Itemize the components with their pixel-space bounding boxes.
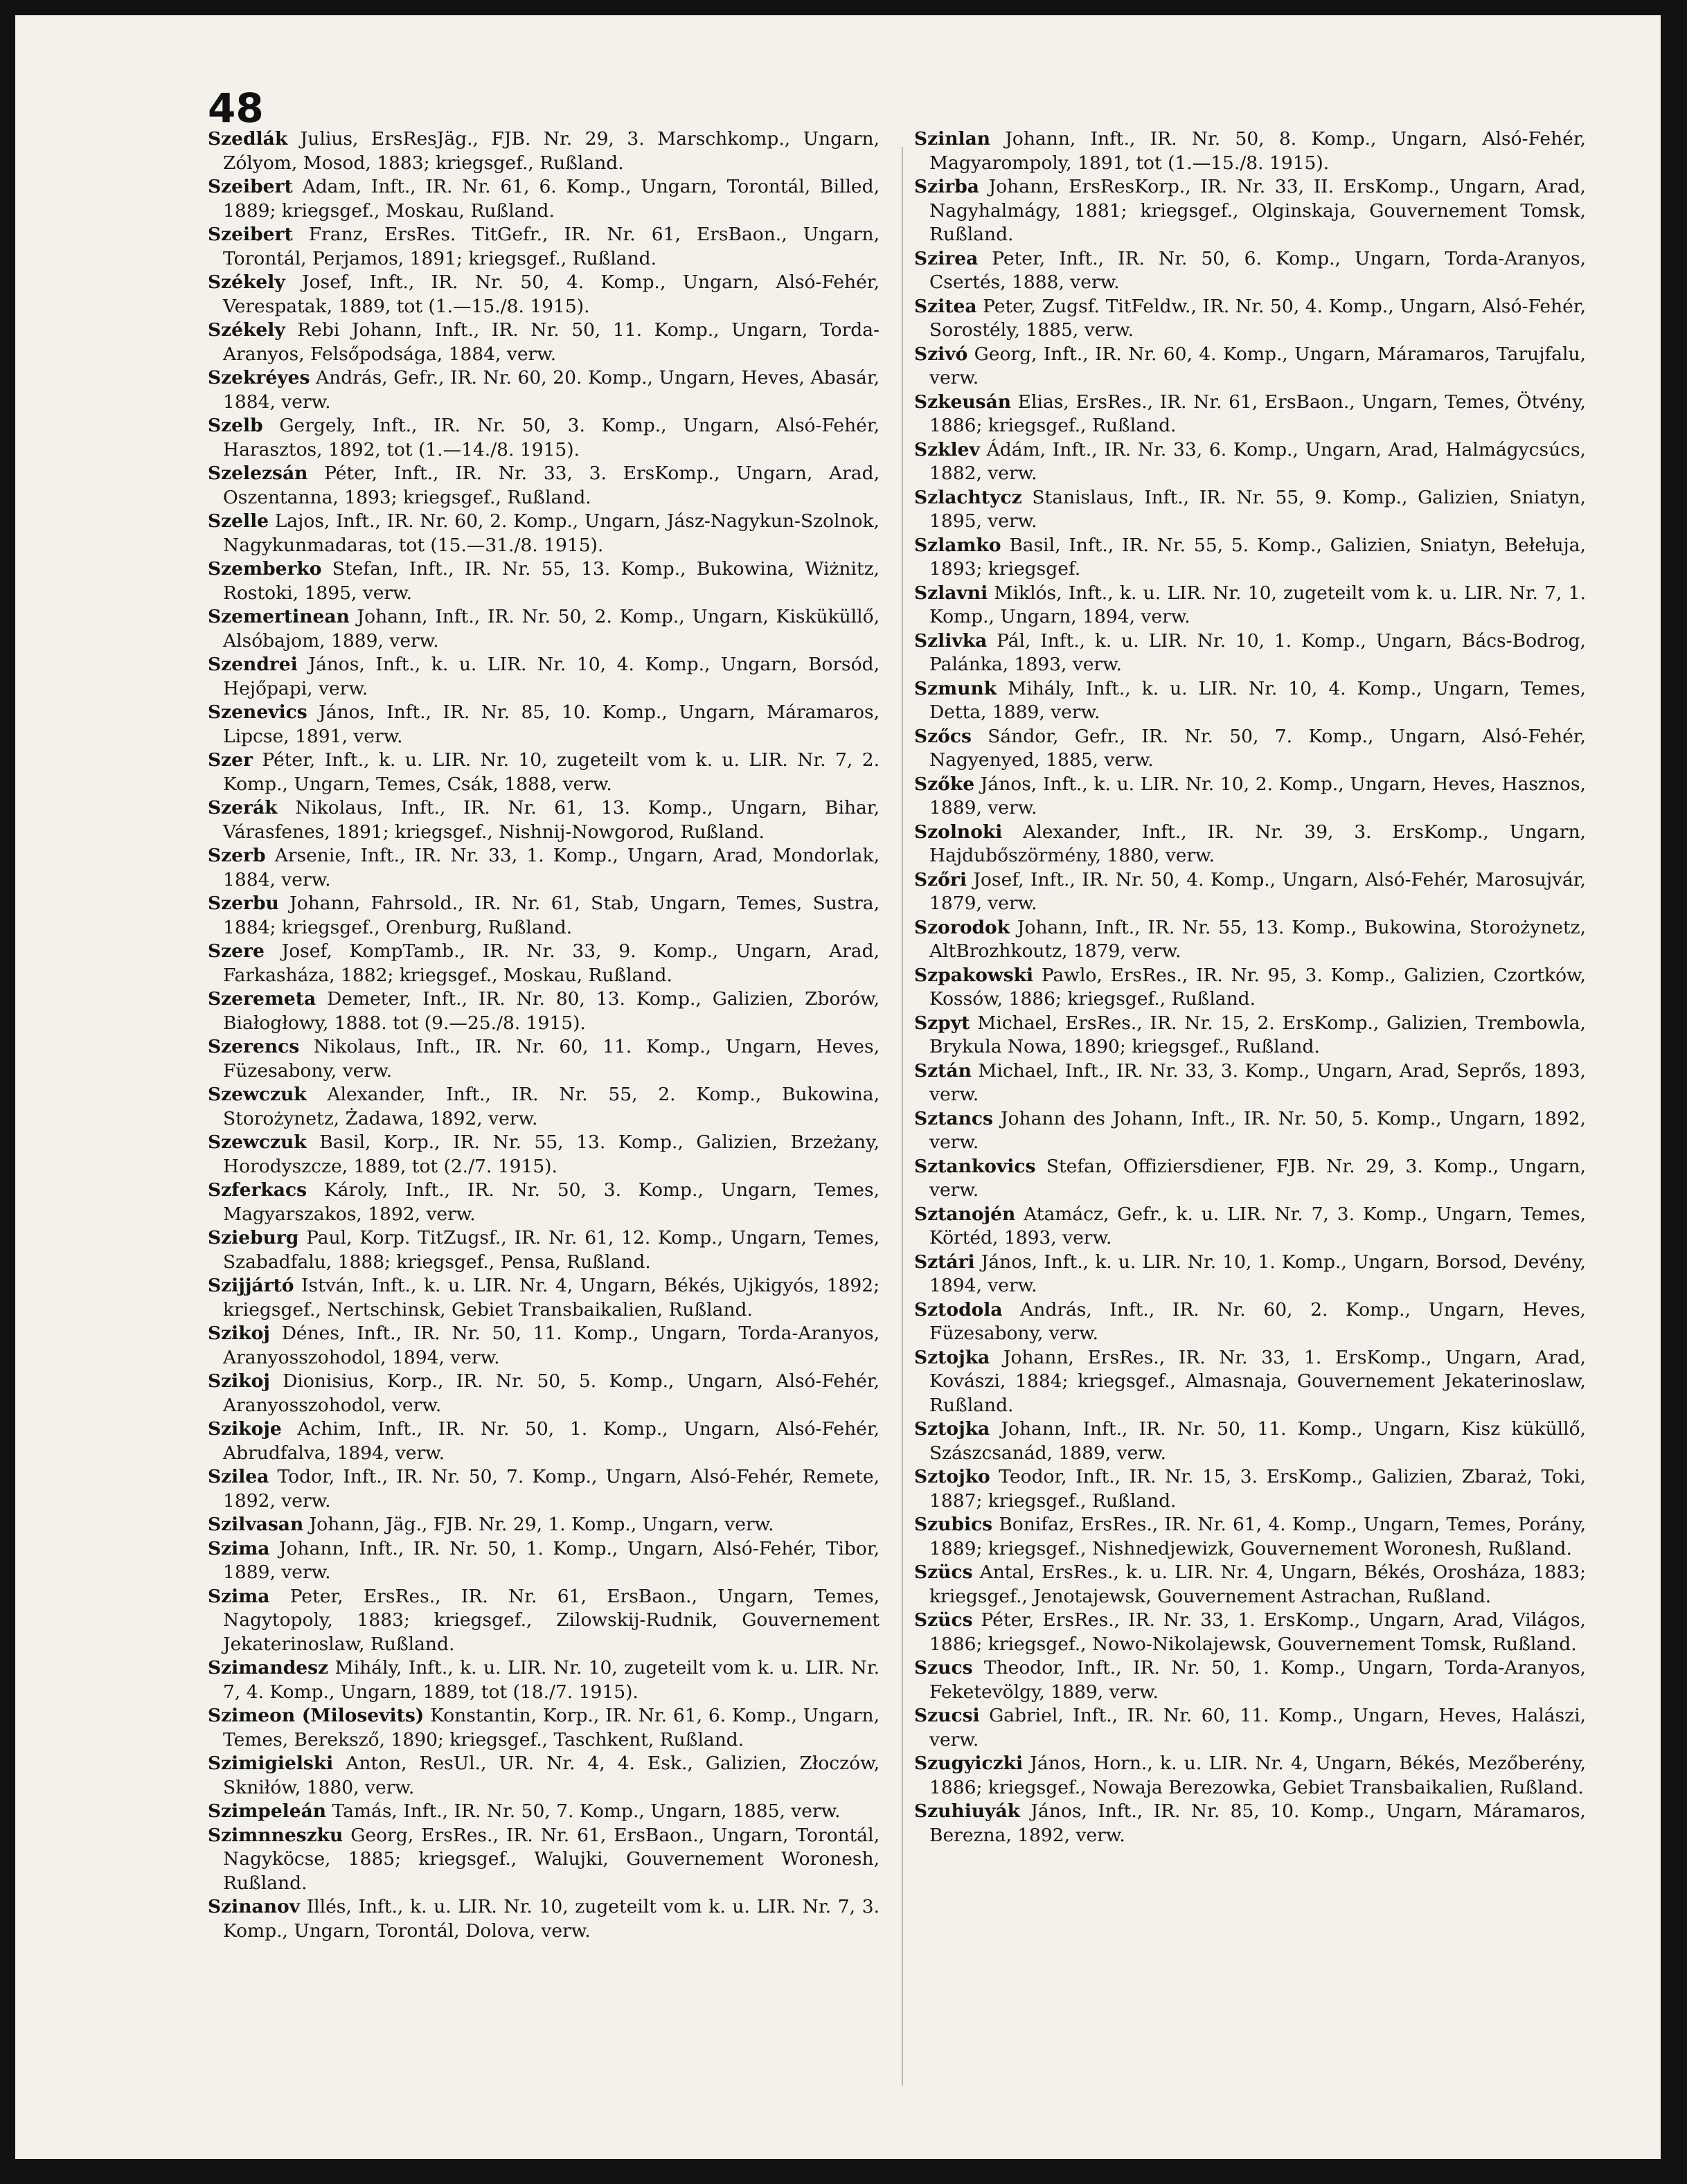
- entry-surname: Szitea: [914, 295, 977, 317]
- entry-details: János, Inft., k. u. LIR. Nr. 10, 2. Komp., Ungarn, Heves, Hasznos, 1889, verw.: [929, 773, 1586, 818]
- register-entry: [914, 1752, 1586, 1800]
- entry-surname: Sztojka: [914, 1418, 990, 1440]
- entry-surname: Szolnoki: [914, 821, 1003, 843]
- register-entry: [208, 1537, 880, 1585]
- entry-details: Johann, Inft., IR. Nr. 50, 2. Komp., Ungarn, Kisküküllő, Alsóbajom, 1889, verw.: [223, 606, 880, 652]
- entry-surname: Szilvasan: [208, 1514, 304, 1535]
- entry-surname: Szemberko: [208, 558, 322, 580]
- entry-details: Pál, Inft., k. u. LIR. Nr. 10, 1. Komp., Ungarn, Bács-Bodrog, Palánka, 1893, verw.: [929, 629, 1586, 675]
- entry-details: Julius, ErsResJäg., FJB. Nr. 29, 3. Marschkomp., Ungarn, Zólyom, Mosod, 1883; kriegsgef., Rußland.: [223, 128, 880, 174]
- register-entry: [208, 1585, 880, 1657]
- entry-surname: Szucs: [914, 1657, 973, 1679]
- register-entry: [914, 175, 1586, 247]
- entry-surname: Szerbu: [208, 893, 279, 914]
- entry-details: Todor, Inft., IR. Nr. 50, 7. Komp., Ungarn, Alsó-Fehér, Remete, 1892, verw.: [223, 1466, 880, 1512]
- register-entry: [208, 940, 880, 987]
- register-entry: [914, 725, 1586, 773]
- entry-details: János, Inft., k. u. LIR. Nr. 10, 1. Komp., Ungarn, Borsod, Devény, 1894, verw.: [929, 1251, 1586, 1296]
- register-entry: [208, 1704, 880, 1752]
- entry-details: Péter, Inft., IR. Nr. 33, 3. ErsKomp., Ungarn, Arad, Oszentanna, 1893; kriegsgef., Rußland.: [223, 463, 880, 508]
- page-number: 48: [208, 84, 264, 132]
- entry-surname: Sztodola: [914, 1298, 1003, 1321]
- register-entry: [208, 605, 880, 653]
- register-entry: [208, 271, 880, 319]
- entry-details: Mihály, Inft., k. u. LIR. Nr. 10, zugeteilt vom k. u. LIR. Nr. 7, 4. Komp., Ungarn, 1889, tot (18./7. 1915).: [223, 1657, 880, 1703]
- register-entry: [914, 773, 1586, 821]
- entry-details: Georg, Inft., IR. Nr. 60, 4. Komp., Ungarn, Máramaros, Tarujfalu, verw.: [929, 343, 1586, 388]
- document-page: [15, 15, 1661, 2159]
- entry-details: Elias, ErsRes., IR. Nr. 61, ErsBaon., Ungarn, Temes, Ötvény, 1886; kriegsgef., Rußland.: [929, 391, 1586, 436]
- entry-surname: Szer: [208, 749, 253, 771]
- register-entry: [914, 964, 1586, 1012]
- entry-details: János, Inft., k. u. LIR. Nr. 10, 4. Komp., Ungarn, Borsód, Hejőpapi, verw.: [223, 654, 880, 699]
- entry-details: Basil, Inft., IR. Nr. 55, 5. Komp., Galizien, Sniatyn, Bełełuja, 1893; kriegsgef.: [929, 534, 1586, 580]
- entry-surname: Szucsi: [914, 1705, 980, 1726]
- entry-surname: Szekréyes: [208, 367, 310, 388]
- entry-surname: Szimpeleán: [208, 1800, 327, 1822]
- entry-surname: Szirea: [914, 247, 979, 269]
- entry-surname: Szimigielski: [208, 1753, 334, 1774]
- register-entry: [208, 1083, 880, 1131]
- entry-details: Dionisius, Korp., IR. Nr. 50, 5. Komp., Ungarn, Alsó-Fehér, Aranyosszohodol, verw.: [223, 1370, 880, 1416]
- entry-details: Atamácz, Gefr., k. u. LIR. Nr. 7, 3. Komp., Ungarn, Temes, Körtéd, 1893, verw.: [929, 1203, 1586, 1248]
- entry-surname: Szewczuk: [208, 1084, 307, 1105]
- entry-details: Teodor, Inft., IR. Nr. 15, 3. ErsKomp., Galizien, Zbaraż, Toki, 1887; kriegsgef., Rußland.: [929, 1466, 1586, 1512]
- register-entry: [208, 1465, 880, 1513]
- entry-surname: Szimnneszku: [208, 1824, 343, 1846]
- entry-details: András, Gefr., IR. Nr. 60, 20. Komp., Ungarn, Heves, Abasár, 1884, verw.: [223, 367, 880, 413]
- register-entry: [208, 1226, 880, 1274]
- entry-surname: Szmunk: [914, 677, 997, 699]
- entry-surname: Szlavni: [914, 582, 988, 604]
- entry-surname: Szücs: [914, 1561, 973, 1583]
- register-entry: [208, 175, 880, 223]
- entry-surname: Szorodok: [914, 916, 1010, 938]
- register-entry: [208, 1322, 880, 1370]
- entry-surname: Szima: [208, 1537, 270, 1559]
- entry-details: Gergely, Inft., IR. Nr. 50, 3. Komp., Ungarn, Alsó-Fehér, Harasztos, 1892, tot (1.—14./8. 1915).: [223, 415, 880, 460]
- register-entry: [914, 1012, 1586, 1059]
- entry-surname: Szedlák: [208, 128, 288, 150]
- entry-surname: Sztári: [914, 1251, 975, 1273]
- register-entry: [208, 749, 880, 796]
- entry-surname: Szimandesz: [208, 1657, 329, 1679]
- entry-details: Miklós, Inft., k. u. LIR. Nr. 10, zugeteilt vom k. u. LIR. Nr. 7, 1. Komp., Ungarn, 1894, verw.: [929, 582, 1586, 627]
- entry-details: Lajos, Inft., IR. Nr. 60, 2. Komp., Ungarn, Jász-Nagykun-Szolnok, Nagykunmadaras, tot (15.—31./8. 1915).: [223, 510, 880, 556]
- entry-surname: Szőke: [914, 773, 975, 795]
- entry-details: Michael, Inft., IR. Nr. 33, 3. Komp., Ungarn, Arad, Seprős, 1893, verw.: [929, 1059, 1586, 1105]
- entry-surname: Szelezsán: [208, 463, 308, 484]
- register-entry: [914, 295, 1586, 343]
- entry-surname: Szeremeta: [208, 988, 316, 1010]
- entry-surname: Szlivka: [914, 629, 988, 652]
- register-entry: [914, 1251, 1586, 1298]
- register-entry: [914, 343, 1586, 391]
- entry-details: Anton, ResUl., UR. Nr. 4, 4. Esk., Galizien, Złoczów, Skniłów, 1880, verw.: [223, 1753, 880, 1798]
- entry-surname: Sztojka: [914, 1346, 990, 1368]
- entry-details: Stefan, Offiziersdiener, FJB. Nr. 29, 3. Komp., Ungarn, verw.: [929, 1155, 1586, 1201]
- entry-surname: Szubics: [914, 1514, 993, 1535]
- register-entry: [208, 796, 880, 844]
- register-entry: [208, 653, 880, 701]
- register-entry: [914, 1059, 1586, 1107]
- register-entry: [208, 1800, 880, 1824]
- register-entry: [914, 1203, 1586, 1251]
- register-entry: [208, 223, 880, 271]
- entry-details: Johann, ErsResKorp., IR. Nr. 33, II. ErsKomp., Ungarn, Arad, Nagyhalmágy, 1881; kriegsgef., Olginskaja, Gouvernement Tomsk, Rußland.: [929, 176, 1586, 245]
- entry-surname: Sztán: [914, 1059, 972, 1082]
- entry-details: Basil, Korp., IR. Nr. 55, 13. Komp., Galizien, Brzeżany, Horodyszcze, 1889, tot (2./7. 1915).: [223, 1131, 880, 1177]
- entry-details: Josef, Inft., IR. Nr. 50, 4. Komp., Ungarn, Alsó-Fehér, Verespatak, 1889, tot (1.—15./8. 1915).: [223, 271, 880, 317]
- entry-surname: Szima: [208, 1585, 270, 1607]
- register-entry: [914, 1704, 1586, 1752]
- entry-details: Konstantin, Korp., IR. Nr. 61, 6. Komp., Ungarn, Temes, Bereksző, 1890; kriegsgef., Taschkent, Rußland.: [223, 1705, 880, 1751]
- entry-details: Peter, Inft., IR. Nr. 50, 6. Komp., Ungarn, Torda-Aranyos, Csertés, 1888, verw.: [929, 247, 1586, 293]
- register-entry: [208, 414, 880, 462]
- entry-surname: Szerencs: [208, 1036, 300, 1057]
- entry-surname: Szerák: [208, 797, 278, 818]
- entry-details: Franz, ErsRes. TitGefr., IR. Nr. 61, ErsBaon., Ungarn, Torontál, Perjamos, 1891; kriegsgef., Rußland.: [223, 224, 880, 269]
- entry-surname: Szelle: [208, 510, 269, 532]
- entry-details: Dénes, Inft., IR. Nr. 50, 11. Komp., Ungarn, Torda-Aranyos, Aranyosszohodol, 1894, verw.: [223, 1323, 880, 1368]
- entry-surname: Sztankovics: [914, 1155, 1036, 1177]
- register-entry: [914, 1656, 1586, 1704]
- entry-details: Nikolaus, Inft., IR. Nr. 60, 11. Komp., Ungarn, Heves, Füzesabony, verw.: [223, 1036, 880, 1082]
- entry-surname: Szferkacs: [208, 1179, 307, 1201]
- register-entry: [914, 127, 1586, 175]
- entry-details: Georg, ErsRes., IR. Nr. 61, ErsBaon., Ungarn, Torontál, Nagyköcse, 1885; kriegsgef., Walujki, Gouvernement Woronesh, Rußland.: [223, 1824, 880, 1894]
- entry-surname: Szewczuk: [208, 1131, 307, 1153]
- register-entry: [914, 1609, 1586, 1656]
- register-entry: [208, 462, 880, 510]
- register-entry: [914, 629, 1586, 677]
- entry-details: Josef, Inft., IR. Nr. 50, 4. Komp., Ungarn, Alsó-Fehér, Marosujvár, 1879, verw.: [929, 868, 1586, 914]
- register-entry: [914, 1513, 1586, 1561]
- register-entry: [208, 844, 880, 892]
- entry-details: Demeter, Inft., IR. Nr. 80, 13. Komp., Galizien, Zborów, Białogłowy, 1888. tot (9.—25./8. 1915).: [223, 988, 880, 1034]
- entry-surname: Székely: [208, 319, 285, 341]
- entry-details: Theodor, Inft., IR. Nr. 50, 1. Komp., Ungarn, Torda-Aranyos, Feketevölgy, 1889, verw.: [929, 1657, 1586, 1703]
- entry-details: Pawlo, ErsRes., IR. Nr. 95, 3. Komp., Galizien, Czortków, Kossów, 1886; kriegsgef., Rußland.: [929, 964, 1586, 1010]
- register-entry: [208, 1895, 880, 1943]
- entry-surname: Szilea: [208, 1466, 269, 1487]
- entry-surname: Sztanojén: [914, 1203, 1016, 1225]
- entry-surname: Szeibert: [208, 176, 293, 197]
- register-entry: [914, 868, 1586, 916]
- entry-details: Achim, Inft., IR. Nr. 50, 1. Komp., Ungarn, Alsó-Fehér, Abrudfalva, 1894, verw.: [223, 1418, 880, 1464]
- entry-surname: Szendrei: [208, 654, 298, 675]
- register-entry: [208, 1370, 880, 1417]
- entry-details: István, Inft., k. u. LIR. Nr. 4, Ungarn, Békés, Ujkigyós, 1892; kriegsgef., Nertschinsk, Gebiet Transbaikalien, Rußland.: [223, 1275, 880, 1321]
- register-entry: [914, 677, 1586, 725]
- register-entry: [208, 1656, 880, 1704]
- right-column: [914, 127, 1586, 1847]
- entry-surname: Szlamko: [914, 534, 1001, 556]
- register-entry: [914, 391, 1586, 438]
- entry-details: Nikolaus, Inft., IR. Nr. 61, 13. Komp., Ungarn, Bihar, Várasfenes, 1891; kriegsgef., Nishnij-Nowgorod, Rußland.: [223, 797, 880, 843]
- register-entry: [208, 1752, 880, 1800]
- entry-surname: Szere: [208, 940, 265, 962]
- entry-details: Paul, Korp. TitZugsf., IR. Nr. 61, 12. Komp., Ungarn, Temes, Szabadfalu, 1888; kriegsgef., Pensa, Rußland.: [223, 1227, 880, 1273]
- register-entry: [914, 247, 1586, 295]
- register-entry: [914, 486, 1586, 534]
- entry-details: Sándor, Gefr., IR. Nr. 50, 7. Komp., Ungarn, Alsó-Fehér, Nagyenyed, 1885, verw.: [929, 725, 1586, 771]
- entry-surname: Szuhiuyák: [914, 1800, 1020, 1822]
- register-entry: [914, 821, 1586, 868]
- entry-surname: Szlachtycz: [914, 486, 1022, 508]
- entry-details: Peter, Zugsf. TitFeldw., IR. Nr. 50, 4. Komp., Ungarn, Alsó-Fehér, Sorostély, 1885, verw.: [929, 295, 1586, 341]
- entry-surname: Szőri: [914, 868, 967, 890]
- entry-details: Arsenie, Inft., IR. Nr. 33, 1. Komp., Ungarn, Arad, Mondorlak, 1884, verw.: [223, 845, 880, 890]
- entry-details: András, Inft., IR. Nr. 60, 2. Komp., Ungarn, Heves, Füzesabony, verw.: [929, 1298, 1586, 1344]
- entry-surname: Szikoj: [208, 1370, 270, 1392]
- register-entry: [208, 987, 880, 1035]
- entry-surname: Szivó: [914, 343, 968, 365]
- entry-surname: Szieburg: [208, 1227, 299, 1248]
- entry-surname: Szőcs: [914, 725, 972, 747]
- entry-details: Stanislaus, Inft., IR. Nr. 55, 9. Komp., Galizien, Sniatyn, 1895, verw.: [929, 486, 1586, 532]
- register-entry: [208, 1131, 880, 1179]
- entry-details: János, Inft., IR. Nr. 85, 10. Komp., Ungarn, Máramaros, Berezna, 1892, verw.: [929, 1800, 1586, 1846]
- register-entry: [208, 1417, 880, 1465]
- entry-details: Johann, Inft., IR. Nr. 50, 11. Komp., Ungarn, Kisz küküllő, Szászcsanád, 1889, verw.: [929, 1418, 1586, 1464]
- register-entry: [208, 701, 880, 749]
- register-entry: [914, 1800, 1586, 1847]
- register-entry: [208, 1035, 880, 1083]
- register-entry: [914, 1346, 1586, 1418]
- register-entry: [914, 1465, 1586, 1513]
- entry-details: Mihály, Inft., k. u. LIR. Nr. 10, 4. Komp., Ungarn, Temes, Detta, 1889, verw.: [929, 677, 1586, 723]
- register-entry: [914, 438, 1586, 486]
- entry-surname: Szikoj: [208, 1323, 270, 1344]
- register-entry: [208, 1179, 880, 1226]
- entry-details: Illés, Inft., k. u. LIR. Nr. 10, zugeteilt vom k. u. LIR. Nr. 7, 3. Komp., Ungarn, Torontál, Dolova, verw.: [223, 1896, 880, 1942]
- column-divider: [902, 147, 903, 2086]
- register-entry: [914, 534, 1586, 582]
- entry-surname: Szkeusán: [914, 391, 1012, 413]
- entry-details: Michael, ErsRes., IR. Nr. 15, 2. ErsKomp., Galizien, Trembowla, Brykula Nowa, 1890; kriegsgef., Rußland.: [929, 1012, 1586, 1057]
- register-entry: [208, 127, 880, 175]
- entry-details: Bonifaz, ErsRes., IR. Nr. 61, 4. Komp., Ungarn, Temes, Porány, 1889; kriegsgef., Nishnedjewizk, Gouvernement Woronesh, Rußland.: [929, 1514, 1586, 1559]
- entry-details: Károly, Inft., IR. Nr. 50, 3. Komp., Ungarn, Temes, Magyarszakos, 1892, verw.: [223, 1179, 880, 1225]
- entry-surname: Szeibert: [208, 224, 293, 245]
- entry-details: Rebi Johann, Inft., IR. Nr. 50, 11. Komp., Ungarn, Torda-Aranyos, Felsőpodsága, 1884, verw.: [223, 319, 880, 365]
- entry-details: Johann, Fahrsold., IR. Nr. 61, Stab, Ungarn, Temes, Sustra, 1884; kriegsgef., Orenburg, Rußland.: [223, 893, 880, 938]
- entry-surname: Szpyt: [914, 1012, 970, 1034]
- entry-surname: Szpakowski: [914, 964, 1034, 986]
- entry-surname: Szemertinean: [208, 606, 350, 627]
- entry-details: Peter, ErsRes., IR. Nr. 61, ErsBaon., Ungarn, Temes, Nagytopoly, 1883; kriegsgef., Zilowskij-Rudnik, Gouvernement Jekaterinoslaw, Rußland.: [223, 1585, 880, 1655]
- entry-details: Johann, Inft., IR. Nr. 50, 1. Komp., Ungarn, Alsó-Fehér, Tibor, 1889, verw.: [223, 1537, 880, 1583]
- entry-details: János, Horn., k. u. LIR. Nr. 4, Ungarn, Békés, Mezőberény, 1886; kriegsgef., Nowaja Berezowka, Gebiet Transbaikalien, Rußland.: [929, 1753, 1586, 1798]
- register-entry: [914, 916, 1586, 964]
- entry-surname: Szimeon (Milosevits): [208, 1705, 425, 1726]
- entry-details: Péter, ErsRes., IR. Nr. 33, 1. ErsKomp., Ungarn, Arad, Világos, 1886; kriegsgef., Nowo-Nikolajewsk, Gouvernement Tomsk, Rußland.: [929, 1609, 1586, 1655]
- entry-surname: Szücs: [914, 1609, 973, 1631]
- entry-surname: Szikoje: [208, 1418, 282, 1440]
- entry-details: Johann, Inft., IR. Nr. 55, 13. Komp., Bukowina, Storożynetz, AltBrozhkoutz, 1879, verw.: [929, 916, 1586, 962]
- entry-surname: Szirba: [914, 176, 979, 197]
- register-entry: [914, 1155, 1586, 1203]
- register-entry: [914, 1561, 1586, 1609]
- entry-details: Johann des Johann, Inft., IR. Nr. 50, 5. Komp., Ungarn, 1892, verw.: [929, 1107, 1586, 1153]
- register-entry: [914, 1107, 1586, 1155]
- entry-details: Ádám, Inft., IR. Nr. 33, 6. Komp., Ungarn, Arad, Halmágycsúcs, 1882, verw.: [929, 438, 1586, 484]
- entry-surname: Szugyiczki: [914, 1753, 1024, 1774]
- entry-surname: Szinanov: [208, 1896, 301, 1917]
- register-entry: [914, 582, 1586, 629]
- entry-surname: Szijjártó: [208, 1275, 294, 1296]
- entry-surname: Sztojko: [914, 1466, 990, 1487]
- register-entry: [208, 366, 880, 414]
- register-entry: [914, 1417, 1586, 1465]
- entry-details: Josef, KompTamb., IR. Nr. 33, 9. Komp., Ungarn, Arad, Farkasháza, 1882; kriegsgef., Moskau, Rußland.: [223, 940, 880, 986]
- entry-details: Johann, Inft., IR. Nr. 50, 8. Komp., Ungarn, Alsó-Fehér, Magyarompoly, 1891, tot (1.—15./8. 1915).: [929, 128, 1586, 174]
- entry-details: Gabriel, Inft., IR. Nr. 60, 11. Komp., Ungarn, Heves, Halászi, verw.: [929, 1705, 1586, 1751]
- entry-surname: Szerb: [208, 845, 266, 866]
- entry-surname: Sztancs: [914, 1107, 993, 1129]
- register-entry: [208, 1824, 880, 1896]
- entry-details: Alexander, Inft., IR. Nr. 55, 2. Komp., Bukowina, Storożynetz, Żadawa, 1892, verw.: [223, 1084, 880, 1129]
- entry-details: Péter, Inft., k. u. LIR. Nr. 10, zugeteilt vom k. u. LIR. Nr. 7, 2. Komp., Ungarn, Temes, Csák, 1888, verw.: [223, 749, 880, 795]
- entry-details: János, Inft., IR. Nr. 85, 10. Komp., Ungarn, Máramaros, Lipcse, 1891, verw.: [223, 701, 880, 747]
- entry-surname: Szenevics: [208, 701, 307, 723]
- entry-surname: Szklev: [914, 438, 980, 460]
- entry-details: Johann, ErsRes., IR. Nr. 33, 1. ErsKomp., Ungarn, Arad, Kovászi, 1884; kriegsgef., Almasnaja, Gouvernement Jekaterinoslaw, Rußland.: [929, 1346, 1586, 1416]
- register-entry: [914, 1298, 1586, 1346]
- entry-surname: Szelb: [208, 415, 263, 436]
- register-entry: [208, 892, 880, 940]
- entry-details: Tamás, Inft., IR. Nr. 50, 7. Komp., Ungarn, 1885, verw.: [326, 1800, 841, 1822]
- register-entry: [208, 319, 880, 366]
- entry-details: Antal, ErsRes., k. u. LIR. Nr. 4, Ungarn, Békés, Orosháza, 1883; kriegsgef., Jenotajewsk, Gouvernement Astrachan, Rußland.: [929, 1561, 1586, 1607]
- entry-details: Adam, Inft., IR. Nr. 61, 6. Komp., Ungarn, Torontál, Billed, 1889; kriegsgef., Moskau, Rußland.: [223, 176, 880, 222]
- entry-details: Stefan, Inft., IR. Nr. 55, 13. Komp., Bukowina, Wiżnitz, Rostoki, 1895, verw.: [223, 558, 880, 604]
- entry-surname: Szinlan: [914, 128, 991, 150]
- register-entry: [208, 510, 880, 557]
- entry-details: Johann, Jäg., FJB. Nr. 29, 1. Komp., Ungarn, verw.: [303, 1514, 774, 1535]
- register-entry: [208, 557, 880, 605]
- register-entry: [208, 1513, 880, 1537]
- left-column: [208, 127, 880, 1943]
- register-entry: [208, 1274, 880, 1322]
- entry-surname: Székely: [208, 271, 285, 293]
- entry-details: Alexander, Inft., IR. Nr. 39, 3. ErsKomp., Ungarn, Hajdubőszörmény, 1880, verw.: [929, 821, 1586, 866]
